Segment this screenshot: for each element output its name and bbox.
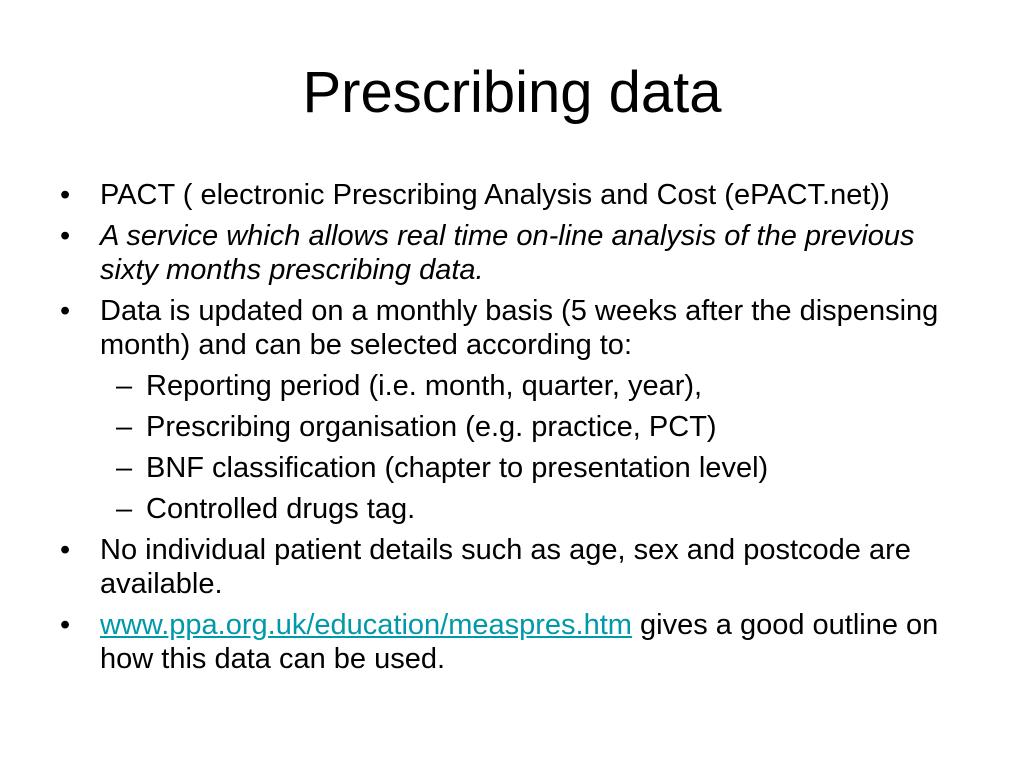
slide-title: Prescribing data bbox=[302, 60, 722, 125]
sub-bullet-text: BNF classification (chapter to presentation level) bbox=[146, 452, 769, 484]
sub-bullet-prescribing-organisation bbox=[60, 410, 960, 444]
sub-bullet-bnf-classification bbox=[60, 451, 960, 485]
bullet-text: Data is updated on a monthly basis (5 weeks after the dispensing month) and can be selected according to: bbox=[100, 295, 939, 361]
sub-bullet-marker: – bbox=[116, 452, 133, 484]
sub-bullet-text: Controlled drugs tag. bbox=[146, 493, 416, 525]
sub-bullet-marker: – bbox=[116, 370, 133, 402]
bullet-text: PACT ( electronic Prescribing Analysis and Cost (ePACT.net)) bbox=[100, 179, 890, 211]
sub-bullet-marker: – bbox=[116, 493, 133, 525]
sub-bullet-reporting-period bbox=[60, 369, 960, 403]
bullet-data-updates bbox=[60, 294, 960, 362]
sub-bullet-text: Reporting period (i.e. month, quarter, year), bbox=[146, 370, 703, 402]
bullet-patient-details bbox=[60, 533, 960, 601]
bullet-marker: • bbox=[60, 534, 71, 566]
bullet-service-description bbox=[60, 219, 960, 287]
bullet-marker: • bbox=[60, 609, 71, 641]
bullet-text: gives a good outline on how this data can be used. bbox=[100, 609, 939, 675]
bullet-text: No individual patient details such as age, sex and postcode are available. bbox=[100, 534, 911, 600]
slide-body bbox=[60, 178, 960, 683]
bullet-text: A service which allows real time on-line analysis of the previous sixty months prescribing data. bbox=[100, 220, 915, 286]
ppa-link[interactable]: www.ppa.org.uk/education/measpres.htm bbox=[100, 609, 632, 641]
bullet-pact bbox=[60, 178, 960, 212]
bullet-marker: • bbox=[60, 295, 71, 327]
sub-bullet-controlled-drugs bbox=[60, 492, 960, 526]
sub-bullet-text: Prescribing organisation (e.g. practice, PCT) bbox=[146, 411, 717, 443]
sub-bullet-marker: – bbox=[116, 411, 133, 443]
bullet-ppa-link bbox=[60, 608, 960, 676]
bullet-marker: • bbox=[60, 179, 71, 211]
bullet-marker: • bbox=[60, 220, 71, 252]
